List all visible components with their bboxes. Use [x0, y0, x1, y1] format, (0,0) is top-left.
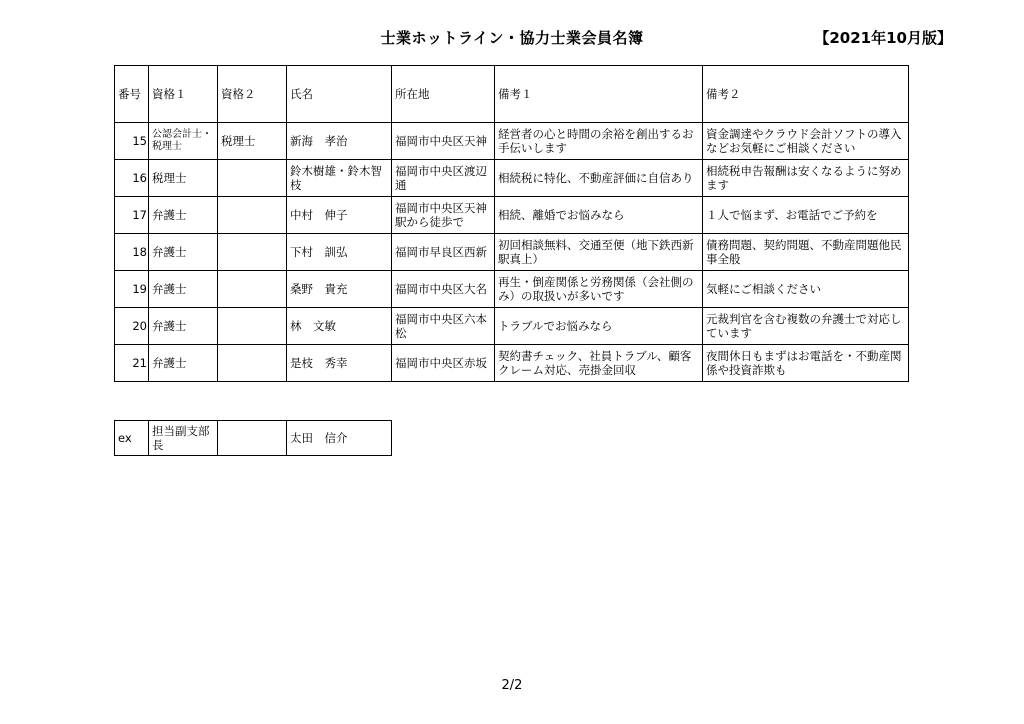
table-row	[115, 308, 909, 345]
row-qualification-1: 弁護士	[149, 308, 218, 345]
member-table	[114, 65, 909, 382]
row-number: 20	[115, 308, 149, 345]
row-number: 16	[115, 160, 149, 197]
table-row	[115, 197, 909, 234]
header-remarks-2: 備考２	[703, 66, 909, 123]
row-name: 下村 訓弘	[287, 234, 392, 271]
header-name: 氏名	[287, 66, 392, 123]
row-location: 福岡市中央区六本松	[392, 308, 495, 345]
row-qualification-1: 弁護士	[149, 345, 218, 382]
row-name: 中村 伸子	[287, 197, 392, 234]
row-remarks-2: 元裁判官を含む複数の弁護士で対応しています	[703, 308, 909, 345]
header-location: 所在地	[392, 66, 495, 123]
row-name: 是枝 秀幸	[287, 345, 392, 382]
row-number: 19	[115, 271, 149, 308]
row-name: 新海 孝治	[287, 123, 392, 160]
table-header-row	[115, 66, 909, 123]
row-qualification-2	[218, 308, 287, 345]
row-location: 福岡市中央区赤坂	[392, 345, 495, 382]
row-remarks-1: 契約書チェック、社員トラブル、顧客クレーム対応、売掛金回収	[495, 345, 703, 382]
row-qualification-2: 税理士	[218, 123, 287, 160]
edition-label: 【2021年10月版】	[814, 29, 952, 47]
row-remarks-2: 夜間休日もまずはお電話を・不動産関係や投資詐欺も	[703, 345, 909, 382]
row-name: 鈴木樹雄・鈴木智枝	[287, 160, 392, 197]
row-location: 福岡市中央区渡辺通	[392, 160, 495, 197]
contact-table	[114, 420, 392, 456]
row-remarks-1: 初回相談無料、交通至便（地下鉄西新駅真上）	[495, 234, 703, 271]
row-qualification-1: 税理士	[149, 160, 218, 197]
row-qualification-1: 弁護士	[149, 271, 218, 308]
table-row	[115, 234, 909, 271]
row-qualification-2	[218, 345, 287, 382]
row-name: 桑野 貴充	[287, 271, 392, 308]
header-remarks-1: 備考１	[495, 66, 703, 123]
header-number: 番号	[115, 66, 149, 123]
row-remarks-1: 相続、離婚でお悩みなら	[495, 197, 703, 234]
row-number: 21	[115, 345, 149, 382]
row-remarks-2: １人で悩まず、お電話でご予約を	[703, 197, 909, 234]
header-qualification-1: 資格１	[149, 66, 218, 123]
contact-row	[115, 421, 392, 456]
row-number: 18	[115, 234, 149, 271]
row-qualification-2	[218, 160, 287, 197]
row-remarks-1: 相続税に特化、不動産評価に自信あり	[495, 160, 703, 197]
contact-name: 太田 信介	[287, 421, 392, 456]
row-remarks-2: 相続税申告報酬は安くなるように努めます	[703, 160, 909, 197]
row-number: 17	[115, 197, 149, 234]
row-qualification-2	[218, 234, 287, 271]
row-qualification-1: 公認会計士・税理士	[149, 123, 218, 160]
page-number: 2/2	[501, 678, 523, 693]
table-row	[115, 345, 909, 382]
table-row	[115, 123, 909, 160]
row-remarks-1: トラブルでお悩みなら	[495, 308, 703, 345]
row-qualification-2	[218, 197, 287, 234]
table-row	[115, 160, 909, 197]
row-name: 林 文敏	[287, 308, 392, 345]
row-remarks-2: 債務問題、契約問題、不動産問題他民事全般	[703, 234, 909, 271]
row-remarks-2: 資金調達やクラウド会計ソフトの導入などお気軽にご相談ください	[703, 123, 909, 160]
row-location: 福岡市中央区天神	[392, 123, 495, 160]
row-qualification-1: 弁護士	[149, 197, 218, 234]
table-row	[115, 271, 909, 308]
contact-marker: ex	[115, 421, 149, 456]
header-qualification-2: 資格２	[218, 66, 287, 123]
row-qualification-2	[218, 271, 287, 308]
row-remarks-2: 気軽にご相談ください	[703, 271, 909, 308]
contact-role: 担当副支部長	[149, 421, 218, 456]
row-location: 福岡市中央区大名	[392, 271, 495, 308]
row-location: 福岡市早良区西新	[392, 234, 495, 271]
row-qualification-1: 弁護士	[149, 234, 218, 271]
page-title: 士業ホットライン・協力士業会員名簿	[380, 29, 644, 47]
contact-qualification-2	[218, 421, 287, 456]
row-remarks-1: 再生・倒産関係と労務関係（会社側のみ）の取扱いが多いです	[495, 271, 703, 308]
row-number: 15	[115, 123, 149, 160]
row-remarks-1: 経営者の心と時間の余裕を創出するお手伝いします	[495, 123, 703, 160]
row-location: 福岡市中央区天神駅から徒歩で	[392, 197, 495, 234]
